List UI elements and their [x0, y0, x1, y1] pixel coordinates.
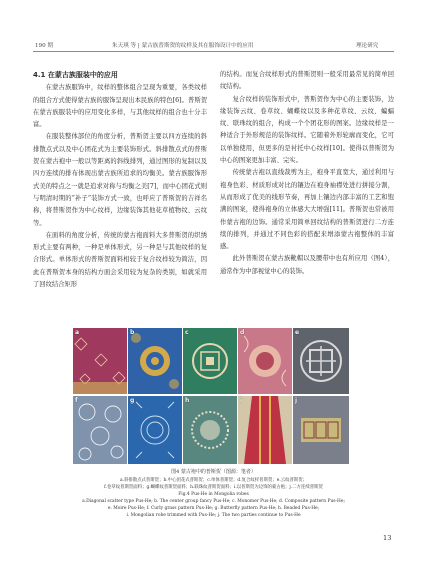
tile-label: b [130, 329, 135, 336]
caption-title-en: Fig.4 Pus-He in Mongolia robes [178, 492, 249, 497]
paragraph: 的结构。而复合纹样形式的普斯贺则一般采用最常见的简单回纹结构。 [220, 71, 394, 91]
figure-4 [73, 328, 349, 464]
paragraph: 此外普斯贺在蒙古族靴帽以及腰带中也有所应用（图4），通常作为中部视觉中心的装饰。 [220, 255, 394, 275]
paragraph: 在服装整体部位的角度分析，普斯贺主要以四方连续的斜排散点式以及中心团花式为主要装饰形式。斜排散点式的普斯贺在蒙古袍中一般以等距离的斜线排列，通过图形的复制以及四方连续的排布体现出蒙古族所追求的均衡美。蒙古族服饰形式美的特点之一就是追求对称与均衡之美[7]，而中心团花式则与明清时期的“补子”装饰方式一致，也呼应了普斯贺的吉祥名称，将普斯贺作为中心纹样，边缘装饰其他花草植物纹、云纹等。 [33, 133, 207, 227]
figure-tile-g [128, 396, 182, 464]
section-heading: 4.1 在蒙古族服装中的应用 [33, 71, 118, 79]
tile-label: j [295, 397, 298, 404]
paragraph: 复合纹样的装饰形式中，普斯贺作为中心的主要装饰，边缘装饰云纹、卷草纹、蝴蝶纹以及多种花草纹、云纹、蝙蝠纹、联珠纹的组合，构成一个个团花形的图案。边缘纹样是一种适合于外形规范的装饰纹样。它随着外形轮廓而变化，它可以单独使用，但更多的是衬托中心纹样[10]。使得以普斯贺为中心的图案更加丰富、完实。 [220, 95, 394, 165]
page-number: 13 [383, 534, 392, 542]
running-title: 朱天琪 等 | 蒙古族普斯贺的纹样及其在服饰设计中的应用 [112, 43, 254, 49]
tile-label: d [240, 329, 245, 336]
tile-label: e [295, 329, 300, 336]
caption-line: a.斜排散点式普斯贺；b.中心团花式普斯贺；c.单体普斯贺；d.复合纹样普斯贺；e.云纹普斯贺； [119, 478, 308, 483]
left-column [33, 69, 207, 291]
figure-tile-c [183, 328, 237, 394]
tile-label: i [240, 397, 243, 404]
header-rule [33, 51, 394, 52]
figure-tile-d [238, 328, 292, 394]
figure-tile-i [238, 396, 292, 464]
tile-label: f [75, 397, 78, 404]
caption-line: e. Moire Pus-He; f. Curly grass pattern Pus-He; g. Butterfly pattern Pus-He; h. Beaded Pus-He; [107, 506, 320, 511]
paragraph: 传统蒙古袍以直线裁剪为主，袍身平直宽大，通过利用与袍身色彩、材质形成对比的镶边在袍身袖襟处进行拼接分割，从而形成了优美的线形节奏，再加上镶边内部丰富的工艺和饱满的图案，使得袍身的立体感大大增强[11]。普斯贺也常被用作蒙古袍的边饰。通常采用简单回纹结构的普斯贺进行二方连续的排列，并通过不同色彩的搭配来增添蒙古袍整体的丰富感。 [220, 169, 394, 251]
issue-number: 190 期 [35, 43, 54, 49]
tile-label: c [185, 329, 189, 336]
figure-tile-e [293, 328, 349, 394]
tile-label: h [185, 397, 190, 404]
figure-tile-j [293, 396, 349, 464]
figure-tile-h [183, 396, 237, 464]
figure-tile-a [73, 328, 127, 394]
tile-label: a [75, 329, 80, 336]
caption-line: i. Mongolian robe trimmed with Pus-He; j. The two parties continue to Pus-He [126, 513, 301, 518]
paragraph: 在蒙古族服饰中，纹样的整体组合呈现为重要，各类纹样的组合方式使得蒙古族的服饰呈现出本民族的特色[6]。普斯贺在蒙古族服装中的应用变化多样，与其他纹样的组合也十分丰富。 [33, 84, 207, 129]
section-label: 理论研究 [356, 43, 379, 49]
tile-label: g [130, 397, 135, 404]
figure-tile-f [73, 396, 127, 464]
caption-line: f.卷草纹普斯贺面料；g.蝴蝶纹普斯贺面料；h.联珠纹普斯贺面料；i.以普斯贺为边饰的蒙古袍；j.二方连续普斯贺 [104, 485, 323, 490]
figure-tile-b [128, 328, 182, 394]
paragraph: 在面料的角度分析，传统的蒙古袍面料大多普斯贺的织绣形式主要有两种，一种是单体形式，另一种是与其他纹样的复合形式。单体形式的普斯贺面料相较于复合纹样较为简洁，因此在普斯贺本身的结构方面会采用较为复杂的类别，如就采用了回纹结合矩形 [33, 231, 207, 289]
caption-line: a.Diagonal scatter type Pus-He; b. The center group fancy Pus-He; c. Monomer Pus-He; d. Composite pattern Pus-He; [82, 499, 345, 504]
right-column [220, 69, 394, 278]
caption-title-cn: 图4 蒙古袍中的普斯贺（图源：笔者） [171, 469, 256, 475]
